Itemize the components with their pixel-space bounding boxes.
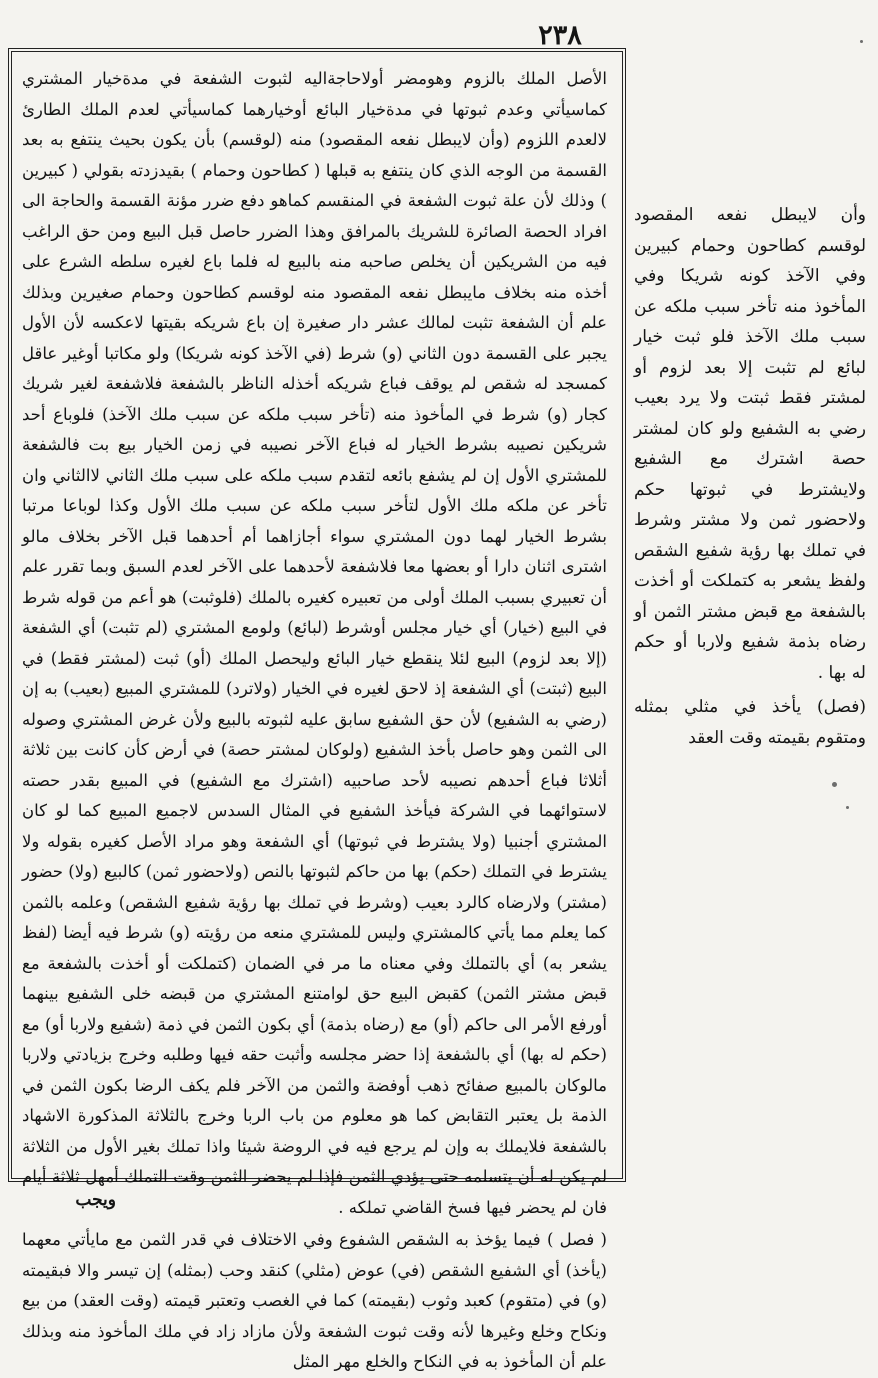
margin-paragraph-fasl: (فصل) يأخذ في مثلي بمثله ومتقوم بقيمته وقت العقد	[634, 697, 866, 748]
margin-text-column	[634, 200, 866, 970]
page-number: ٢٣٨	[538, 20, 582, 51]
ink-speck	[832, 782, 837, 787]
ink-speck	[860, 40, 863, 43]
main-paragraph-fasl: ( فصل ) فيما يؤخذ به الشقص الشفوع وفي الاختلاف في قدر الثمن مع مايأتي معهما (يأخذ) أي الشفيع الشقص (في) عوض (مثلي) كنقد وحب (بمثله) إن تيسر والا فبقيمته (و) في (متقوم) كعبد وثوب (بقيمته) كما في الغصب وتعتبر قيمته (وقت العقد) من بيع ونكاح وخلع وغيرها لأنه وقت ثبوت الشفعة ولأن مازاد زاد في ملك المأخوذ منه وبذلك علم أن المأخوذ به في النكاح والخلع مهر المثل	[22, 1230, 607, 1371]
main-paragraph: الأصل الملك بالزوم وهومضر أولاحاجةاليه لثبوت الشفعة في مدةخيار المشتري كماسيأتي وعدم ثبوتها في مدةخيار البائع أوخيارهما كماسيأتي لعدم الملك الطارئ لالعدم اللزوم (وأن لايبطل نفعه المقصود) منه (لوقسم) بأن يكون بحيث ينتفع به بعد القسمة من الوجه الذي كان ينتفع به قبلها ( كطاحون وحمام ) بقيدزدته بقولي ( كبيرين ) وذلك لأن علة ثبوت الشفعة في المنقسم كماهو دفع ضرر مؤنة القسمة والحاجة الى افراد الحصة الصائرة للشريك بالمرافق وهذا الضرر حاصل قبل البيع ومن حق الراغب فيه من الشريكين أن يخلص صاحبه منه بالبيع له فلما باع لغيره سلطه الشرع على أخذه منه بخلاف مايبطل نفعه المقصود منه لوقسم كطاحون وحمام صغيرين وبذلك علم أن الشفعة تثبت لمالك عشر دار صغيرة إن باع شريكه بقيتها لاعكسه لأن الأول يجبر على القسمة دون الثاني (و) شرط (في الآخذ كونه شريكا) ولو مكاتبا أوغير عاقل كمسجد له شقص لم يوقف فباع شريكه أخذله الناظر بالشفعة فلاشفعة لغير شريك كجار (و) شرط في المأخوذ منه (تأخر سبب ملكه عن سبب ملك الآخذ) فلوباع أحد شريكين نصيبه بشرط الخيار له فباع الآخر نصيبه في زمن الخيار بيع بت فالشفعة للمشتري الأول إن لم يشفع بائعه لتقدم سبب ملكه على سبب ملك الثاني لاالثاني وان تأخر عن ملكه ملك الأول لتأخر سبب ملكه عن سبب ملك الأول وكذا لوباعا مرتبا بشرط الخيار لهما دون المشتري سواء أجازاهما أم أحدهما قبل الآخر بخلاف مالو اشترى اثنان دارا أو بعضها معا فلاشفعة لأحدهما على الآخر لعدم السبق وبما تقرر علم أن تعبيري بسبب الملك أولى من تعبيره كغيره بالملك (فلوثبت) هو أعم من قوله شرط في البيع (خيار) أي خيار مجلس أوشرط (لبائع) ولومع المشتري (لم تثبت) أي الشفعة (إلا بعد لزوم) البيع لئلا ينقطع خيار البائع وليحصل الملك (أو) ثبت (لمشتر فقط) في البيع (ثبتت) أي الشفعة إذ لاحق لغيره في الخيار (ولاترد) للمشتري المبيع (بعيب) به إن (رضي به الشفيع) لأن حق الشفيع سابق عليه لثبوته بالبيع ولأن غرض المشتري وصوله الى الثمن وهو حاصل بأخذ الشفيع (ولوكان لمشتر حصة) في أرض كأن كانت بين ثلاثة أثلاثا فباع أحدهم نصيبه لأحد صاحبيه (اشترك مع الشفيع) في المبيع بقدر حصته لاستوائهما في الشركة فيأخذ الشفيع في المثال السدس لاجميع المبيع كما لو كان المشتري أجنبيا (ولا يشترط في ثبوتها) أي الشفعة وهو مراد الأصل كغيره بقوله ولا يشترط في التملك (حكم) بها من حاكم لثبوتها بالنص (ولاحضور ثمن) كالبيع (ولا) حضور (مشتر) ولارضاه كالرد بعيب (وشرط في تملك بها رؤية شفيع الشقص) وعلمه بالثمن كما يعلم مما يأتي كالمشتري وليس للمشتري منعه من رؤيته (و) شرط فيه أيضا (لفظ يشعر به) أي بالتملك وفي معناه ما مر في الضمان (كتملكت أو أخذت بالشفعة مع قبض مشتر الثمن) كقبض البيع حق لوامتنع المشتري من قبضه خلى الشفيع بينهما أورفع الأمر الى حاكم (أو) مع (رضاه بذمة) أي بكون الثمن في ذمة (شفيع ولاربا أو) مع (حكم له بها) أي بالشفعة إذا حضر مجلسه وأثبت حقه فيها وطلبه وخرج بزيادتي ولاربا مالوكان بالمبيع صفائح ذهب أوفضة والثمن من الآخر فلم يكف الرضا بكون الثمن في الذمة بل يعتبر التقابض كما هو معلوم من باب الربا وخرج بالثلاثة المذكورة الاشهاد بالشفعة فلايملك به وإن لم يرجع فيه في الروضة شيئا واذا تملك بغير الأول من الثلاثة لم يكن له أن يتسلمه حتى يؤدي الثمن فإذا لم يحضر الثمن وقت التملك أمهل ثلاثة أيام فان لم يحضر فيها فسخ القاضي تملكه .	[22, 69, 607, 1217]
margin-paragraph: وأن لايبطل نفعه المقصود لوقسم كطاحون وحمام كبيرين وفي الآخذ كونه شريكا وفي المأخوذ منه تأخر سبب ملكه عن سبب ملك الآخذ فلو ثبت خيار لبائع لم تثبت إلا بعد لزوم أو لمشتر فقط ثبتت ولا يرد بعيب رضي به الشفيع ولو كان لمشتر حصة اشترك مع الشفيع ولايشترط في ثبوتها حكم ولاحضور ثمن ولا مشتر وشرط في تملك بها رؤية شفيع الشقص ولفظ يشعر به كتملكت أو أخذت بالشفعة مع قبض مشتر الثمن أو رضاه بذمة شفيع ولاربا أو حكم له بها .	[634, 205, 866, 683]
ink-speck	[846, 806, 849, 809]
catchword: ويجب	[75, 1190, 116, 1210]
